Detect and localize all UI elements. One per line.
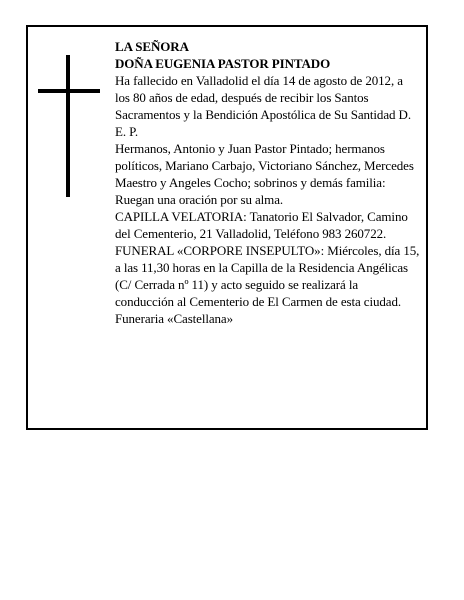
family-list: Hermanos, Antonio y Juan Pastor Pintado; hermanos políticos, Mariano Carbajo, Victoriano Sánchez, Mercedes Maestro y Angeles Cocho; sobrinos y demás familia: — [115, 141, 414, 190]
funeral-home: Funeraria «Castellana» — [115, 311, 234, 326]
title-line: LA SEÑORA — [115, 39, 189, 54]
death-announcement: Ha fallecido en Valladolid el día 14 de agosto de 2012, a los 80 años de edad, después de recibir los Santos Sacramentos y la Bendición Apostólica de Su Santidad D. E. P. — [115, 73, 411, 139]
obituary-text — [115, 38, 420, 327]
funeral-info: FUNERAL «CORPORE INSEPULTO»: Miércoles, día 15, a las 11,30 horas en la Capilla de la Residencia Angélicas (C/ Cerrada nº 11) y acto seguido se realizará la conducción al Cementerio de El Carmen de esta ciudad. — [115, 243, 420, 309]
prayer-request: Ruegan una oración por su alma. — [115, 192, 284, 207]
deceased-name: DOÑA EUGENIA PASTOR PINTADO — [115, 56, 331, 71]
wake-chapel-info: CAPILLA VELATORIA: Tanatorio El Salvador, Camino del Cementerio, 21 Valladolid, Teléfono 983 260722. — [115, 209, 408, 241]
cross-vertical-bar — [66, 55, 70, 197]
cross-horizontal-bar — [38, 89, 100, 93]
cross-icon — [38, 55, 102, 197]
